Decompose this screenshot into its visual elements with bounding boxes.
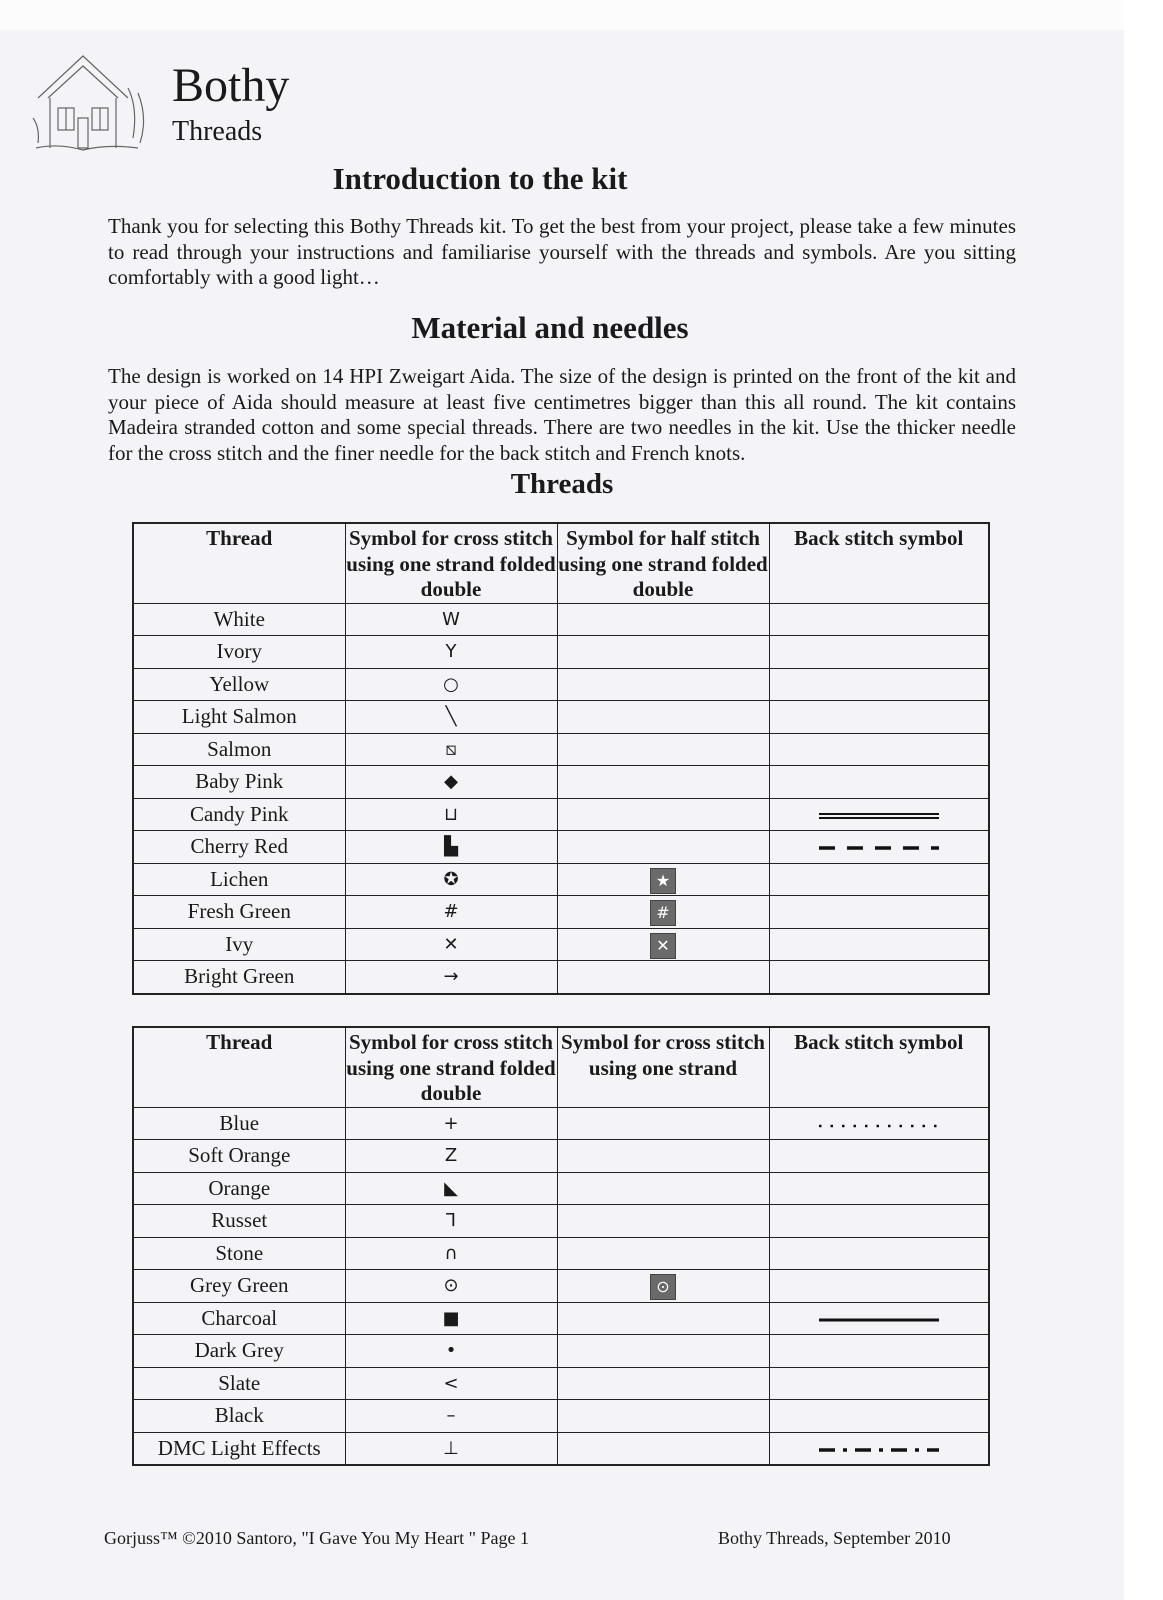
back-stitch-cell [769, 831, 989, 864]
second-symbol-cell [557, 701, 769, 734]
table-row [133, 1237, 989, 1270]
thread-name: Soft Orange [133, 1140, 345, 1173]
back-stitch-cell [769, 928, 989, 961]
table-row [133, 636, 989, 669]
cross-stitch-symbol: ∩ [345, 1237, 557, 1270]
thread-name: Dark Grey [133, 1335, 345, 1368]
back-stitch-cell [769, 733, 989, 766]
second-symbol-cell [557, 1172, 769, 1205]
back-stitch-cell [769, 636, 989, 669]
back-stitch-cell [769, 701, 989, 734]
back-stitch-cell [769, 961, 989, 994]
table-row [133, 733, 989, 766]
table-row [133, 1302, 989, 1335]
back-stitch-dotted-icon [817, 1119, 941, 1131]
intro-paragraph: Thank you for selecting this Bothy Threads kit. To get the best from your project, please take a few minutes to read through your instructions and familiarise yourself with the threads and symbols. Are you sitting comfortably with a good light… [108, 214, 1016, 289]
second-symbol-cell [557, 636, 769, 669]
table-row [133, 1107, 989, 1140]
second-symbol-cell [557, 831, 769, 864]
table-row [133, 1270, 989, 1303]
thread-name: Fresh Green [133, 896, 345, 929]
back-stitch-cell [769, 1400, 989, 1433]
header-cross-stitch: Symbol for cross stitch using one strand folded double [345, 1027, 557, 1107]
bothy-house-logo [28, 48, 158, 168]
cross-stitch-symbol: → [345, 961, 557, 994]
cross-stitch-symbol: ⊙ [345, 1270, 557, 1303]
thread-name: Light Salmon [133, 701, 345, 734]
back-stitch-double-line-icon [817, 810, 941, 822]
thread-name: Ivory [133, 636, 345, 669]
thread-name: Salmon [133, 733, 345, 766]
second-symbol-cell [557, 863, 769, 896]
thread-name: Slate [133, 1367, 345, 1400]
back-stitch-cell [769, 863, 989, 896]
threads-table-2 [132, 1026, 990, 1466]
thread-name: White [133, 603, 345, 636]
cross-stitch-symbol: # [345, 896, 557, 929]
cross-stitch-symbol: ╲ [345, 701, 557, 734]
cross-stitch-symbol: < [345, 1367, 557, 1400]
thread-name: Bright Green [133, 961, 345, 994]
table-row [133, 863, 989, 896]
back-stitch-cell [769, 1107, 989, 1140]
back-stitch-cell [769, 668, 989, 701]
table-row [133, 1367, 989, 1400]
second-symbol-cell [557, 1205, 769, 1238]
second-symbol-cell [557, 928, 769, 961]
header-back-stitch: Back stitch symbol [769, 1027, 989, 1107]
cross-stitch-symbol: • [345, 1335, 557, 1368]
second-symbol-cell [557, 733, 769, 766]
second-symbol-cell [557, 896, 769, 929]
table-row [133, 701, 989, 734]
table-row [133, 896, 989, 929]
cross-stitch-symbol: ⊔ [345, 798, 557, 831]
footer-publisher: Bothy Threads, September 2010 [718, 1528, 951, 1548]
cross-stitch-symbol: ⅂ [345, 1205, 557, 1238]
cross-stitch-symbol: ○ [345, 668, 557, 701]
header-back-stitch: Back stitch symbol [769, 523, 989, 603]
thread-name: Russet [133, 1205, 345, 1238]
cross-stitch-symbol: ✕ [345, 928, 557, 961]
materials-heading: Material and needles [411, 310, 689, 345]
back-stitch-solid-icon [817, 1314, 941, 1326]
cross-stitch-symbol: ⧅ [345, 733, 557, 766]
footer-copyright: Gorjuss™ ©2010 Santoro, "I Gave You My Heart " Page 1 [104, 1528, 529, 1548]
table-row [133, 766, 989, 799]
header-half-stitch: Symbol for half stitch using one strand folded double [557, 523, 769, 603]
thread-name: Black [133, 1400, 345, 1433]
table-row [133, 1335, 989, 1368]
thread-name: Lichen [133, 863, 345, 896]
table-row [133, 961, 989, 994]
second-symbol-cell [557, 1367, 769, 1400]
thread-name: Candy Pink [133, 798, 345, 831]
thread-name: Stone [133, 1237, 345, 1270]
thread-name: Cherry Red [133, 831, 345, 864]
second-symbol-cell [557, 1270, 769, 1303]
table-row [133, 831, 989, 864]
thread-name: Blue [133, 1107, 345, 1140]
half-stitch-symbol: ⊙ [650, 1274, 676, 1300]
second-symbol-cell [557, 1302, 769, 1335]
table-row [133, 1432, 989, 1465]
half-stitch-symbol: # [650, 900, 676, 926]
intro-heading: Introduction to the kit [332, 161, 628, 196]
back-stitch-cell [769, 1172, 989, 1205]
table-row [133, 668, 989, 701]
thread-name: Yellow [133, 668, 345, 701]
brand-subtitle: Threads [172, 116, 263, 147]
back-stitch-cell [769, 1205, 989, 1238]
half-stitch-symbol: ✕ [650, 933, 676, 959]
second-symbol-cell [557, 1400, 769, 1433]
second-symbol-cell [557, 1107, 769, 1140]
cross-stitch-symbol: ◆ [345, 766, 557, 799]
table-row [133, 798, 989, 831]
cross-stitch-symbol: Z [345, 1140, 557, 1173]
second-symbol-cell [557, 798, 769, 831]
thread-name: Orange [133, 1172, 345, 1205]
second-symbol-cell [557, 1335, 769, 1368]
back-stitch-cell [769, 1335, 989, 1368]
second-symbol-cell [557, 1432, 769, 1465]
second-symbol-cell [557, 961, 769, 994]
second-symbol-cell [557, 1237, 769, 1270]
second-symbol-cell [557, 1140, 769, 1173]
back-stitch-cell [769, 603, 989, 636]
back-stitch-cell [769, 1237, 989, 1270]
back-stitch-cell [769, 766, 989, 799]
table-row [133, 1140, 989, 1173]
header-thread: Thread [133, 523, 345, 603]
table-row [133, 603, 989, 636]
cross-stitch-symbol: + [345, 1107, 557, 1140]
thread-name: DMC Light Effects [133, 1432, 345, 1465]
threads-heading: Threads [510, 468, 614, 500]
materials-paragraph: The design is worked on 14 HPI Zweigart Aida. The size of the design is printed on the front of the kit and your piece of Aida should measure at least five centimetres bigger than this all round. The kit contains Madeira stranded cotton and some special threads. There are two needles in the kit. Use the thicker needle for the cross stitch and the finer needle for the back stitch and French knots. [108, 364, 1016, 465]
table-row [133, 1400, 989, 1433]
thread-name: Grey Green [133, 1270, 345, 1303]
cross-stitch-symbol: ◣ [345, 1172, 557, 1205]
back-stitch-cell [769, 1140, 989, 1173]
cross-stitch-symbol: ✪ [345, 863, 557, 896]
cross-stitch-symbol: ▙ [345, 831, 557, 864]
cross-stitch-symbol: – [345, 1400, 557, 1433]
header-cross-stitch: Symbol for cross stitch using one strand folded double [345, 523, 557, 603]
back-stitch-dashed-icon [817, 842, 941, 854]
thread-name: Baby Pink [133, 766, 345, 799]
brand-name: Bothy [172, 59, 290, 112]
back-stitch-cell [769, 798, 989, 831]
cross-stitch-symbol: ■ [345, 1302, 557, 1335]
back-stitch-cell [769, 896, 989, 929]
table-row [133, 1172, 989, 1205]
cross-stitch-symbol: Y [345, 636, 557, 669]
header-thread: Thread [133, 1027, 345, 1107]
cross-stitch-symbol: ⊥ [345, 1432, 557, 1465]
back-stitch-cell [769, 1432, 989, 1465]
back-stitch-cell [769, 1367, 989, 1400]
second-symbol-cell [557, 766, 769, 799]
back-stitch-cell [769, 1302, 989, 1335]
thread-name: Charcoal [133, 1302, 345, 1335]
second-symbol-cell [557, 603, 769, 636]
back-stitch-dash-dot-icon [817, 1444, 941, 1456]
cross-stitch-symbol: W [345, 603, 557, 636]
table-row [133, 1205, 989, 1238]
thread-name: Ivy [133, 928, 345, 961]
header-cross-stitch-one-strand: Symbol for cross stitch using one strand [557, 1027, 769, 1107]
table-row [133, 928, 989, 961]
half-stitch-symbol: ★ [650, 868, 676, 894]
back-stitch-cell [769, 1270, 989, 1303]
second-symbol-cell [557, 668, 769, 701]
threads-table-1 [132, 522, 990, 995]
